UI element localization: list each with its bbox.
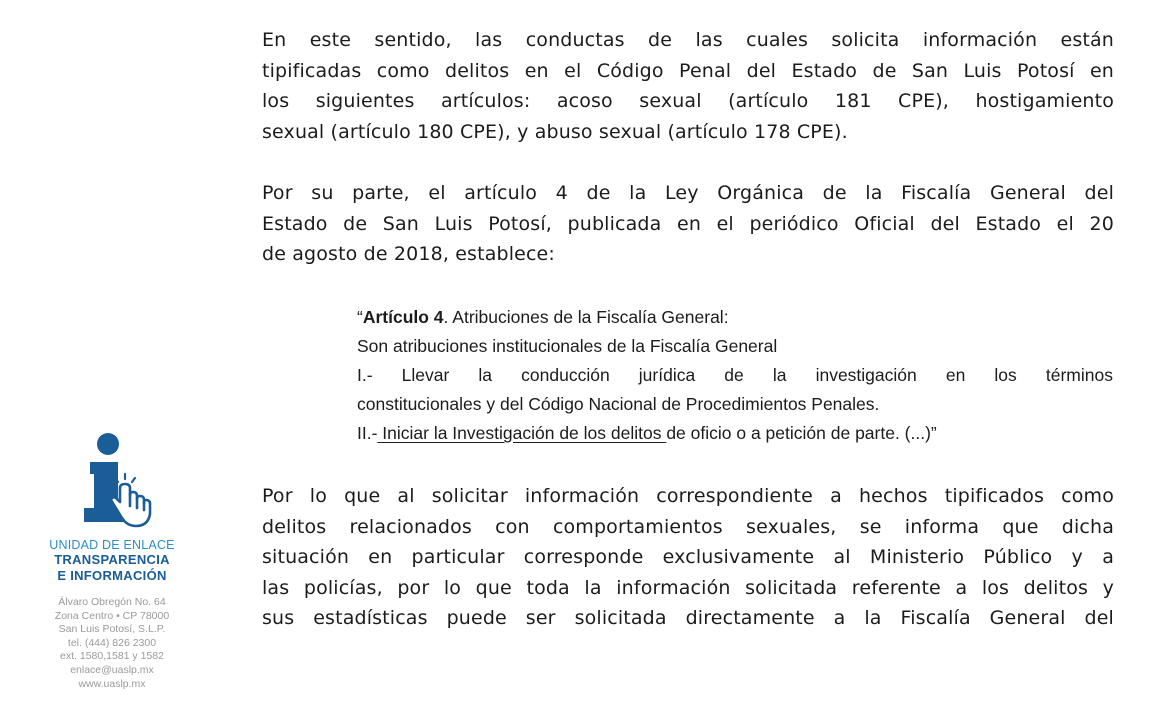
transparency-unit-sidebar [28,430,196,691]
address-line: Zona Centro • CP 78000 [54,609,170,622]
phone-line: tel. (444) 826 2300 [67,636,157,649]
article-number: Artículo 4 [362,307,444,327]
paragraph-conclusion [262,481,1114,634]
quote-line: II.- Iniciar la Investigación de los delitos de oficio o a petición de parte. (...)” [357,423,937,443]
quoted-article [357,303,1113,448]
unit-name-line-3: E INFORMACIÓN [57,568,167,583]
text-line: sus estadísticas puede ser solicitada directamente a la Fiscalía General del [262,607,1114,629]
text-line: delitos relacionados con comportamientos sexuales, se informa que dicha [262,515,1114,538]
address-line: San Luis Potosí, S.L.P. [58,623,166,636]
text-line: de agosto de 2018, establece: [262,243,555,265]
article-heading: “Artículo 4. Atribuciones de la Fiscalía General: [357,307,729,327]
text-line: Estado de San Luis Potosí, publicada en el periódico Oficial del Estado el 20 [262,212,1114,235]
quote-line: constitucionales y del Código Nacional de Procedimientos Penales. [357,394,880,414]
text-line: Por su parte, el artículo 4 de la Ley Orgánica de la Fiscalía General del [262,182,1114,204]
email-line: enlace@uaslp.mx [70,663,154,676]
text-line: situación en particular corresponde exclusivamente al Ministerio Público y a [262,546,1114,568]
text-line: las policías, por lo que toda la información solicitada referente a los delitos y [262,576,1114,599]
quote-line: Son atribuciones institucionales de la Fiscalía General [357,336,778,356]
underlined-text: Iniciar la Investigación de los delitos [377,423,667,443]
unit-name-line-2: TRANSPARENCIA [54,552,170,567]
address-line: Álvaro Obregón No. 64 [58,596,166,608]
unit-name-line-1: UNIDAD DE ENLACE [49,538,175,552]
quote-line: I.- Llevar la conducción jurídica de la investigación en los términos [357,365,1113,385]
website-line: www.uaslp.mx [78,677,146,690]
paragraph-organic-law [262,178,1114,270]
information-hand-icon [70,430,154,534]
text-line: Por lo que al solicitar información correspondiente a hechos tipificados como [262,485,1114,507]
text-line: sexual (artículo 180 CPE), y abuso sexual (artículo 178 CPE). [262,120,848,143]
paragraph-penal-code [262,25,1114,147]
text-line: En este sentido, las conductas de las cuales solicita información están [262,29,1114,51]
text-line: los siguientes artículos: acoso sexual (artículo 181 CPE), hostigamiento [262,90,1114,112]
text-line: tipificadas como delitos en el Código Penal del Estado de San Luis Potosí en [262,59,1114,82]
contact-info [28,596,196,691]
extension-line: ext. 1580,1581 y 1582 [60,650,164,663]
